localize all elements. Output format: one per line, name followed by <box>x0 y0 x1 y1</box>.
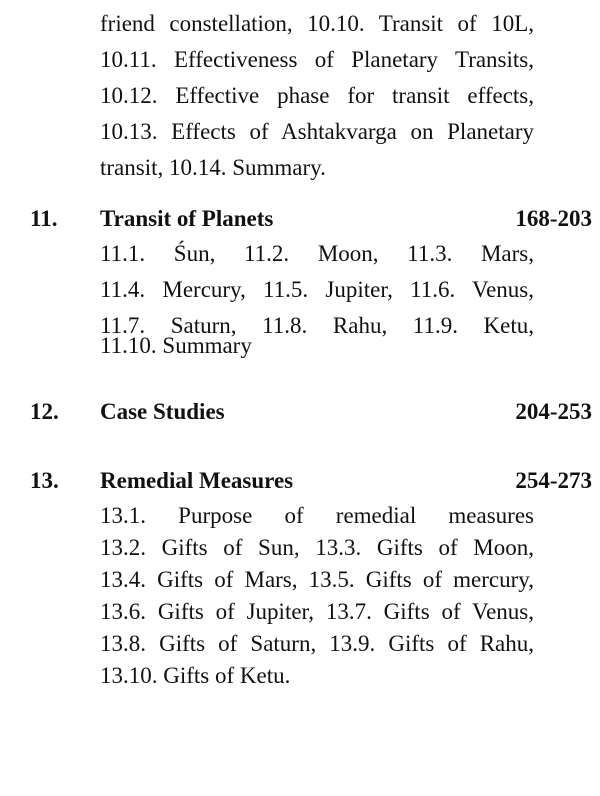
toc-subsection-line: 11.10. Summary <box>100 333 252 358</box>
chapter-title: Case Studies <box>100 399 225 424</box>
chapter-page-range: 204-253 <box>515 399 592 424</box>
toc-subsection-line: 10.12. Effective phase for transit effects, <box>100 83 534 108</box>
toc-subsection-line: friend constellation, 10.10. Transit of 10L, <box>100 11 534 36</box>
toc-subsection-line: 10.11. Effectiveness of Planetary Transits, <box>100 47 534 72</box>
chapter-page-range: 254-273 <box>515 468 592 493</box>
toc-subsection-line: 13.6. Gifts of Jupiter, 13.7. Gifts of Venus, <box>100 599 534 624</box>
toc-subsection-line: 13.8. Gifts of Saturn, 13.9. Gifts of Rahu, <box>100 631 534 656</box>
chapter-page-range: 168-203 <box>515 206 592 231</box>
chapter-number: 12. <box>30 399 59 424</box>
chapter-number: 13. <box>30 468 59 493</box>
toc-subsection-line: 13.1. Purpose of remedial measures <box>100 503 534 528</box>
chapter-title: Transit of Planets <box>100 206 274 231</box>
toc-subsection-line: 11.1. Śun, 11.2. Moon, 11.3. Mars, <box>100 241 534 266</box>
toc-subsection-line: 11.4. Mercury, 11.5. Jupiter, 11.6. Venus, <box>100 277 534 302</box>
toc-subsection-line: 13.2. Gifts of Sun, 13.3. Gifts of Moon, <box>100 535 534 560</box>
toc-subsection-line: 13.4. Gifts of Mars, 13.5. Gifts of mercury, <box>100 567 534 592</box>
toc-subsection-line: 11.7. Saturn, 11.8. Rahu, 11.9. Ketu, <box>100 313 534 338</box>
chapter-number: 11. <box>30 206 58 231</box>
chapter-title: Remedial Measures <box>100 468 294 493</box>
toc-subsection-line: transit, 10.14. Summary. <box>100 155 326 180</box>
toc-subsection-line: 13.10. Gifts of Ketu. <box>100 663 291 688</box>
toc-subsection-line: 10.13. Effects of Ashtakvarga on Planetary <box>100 119 534 144</box>
